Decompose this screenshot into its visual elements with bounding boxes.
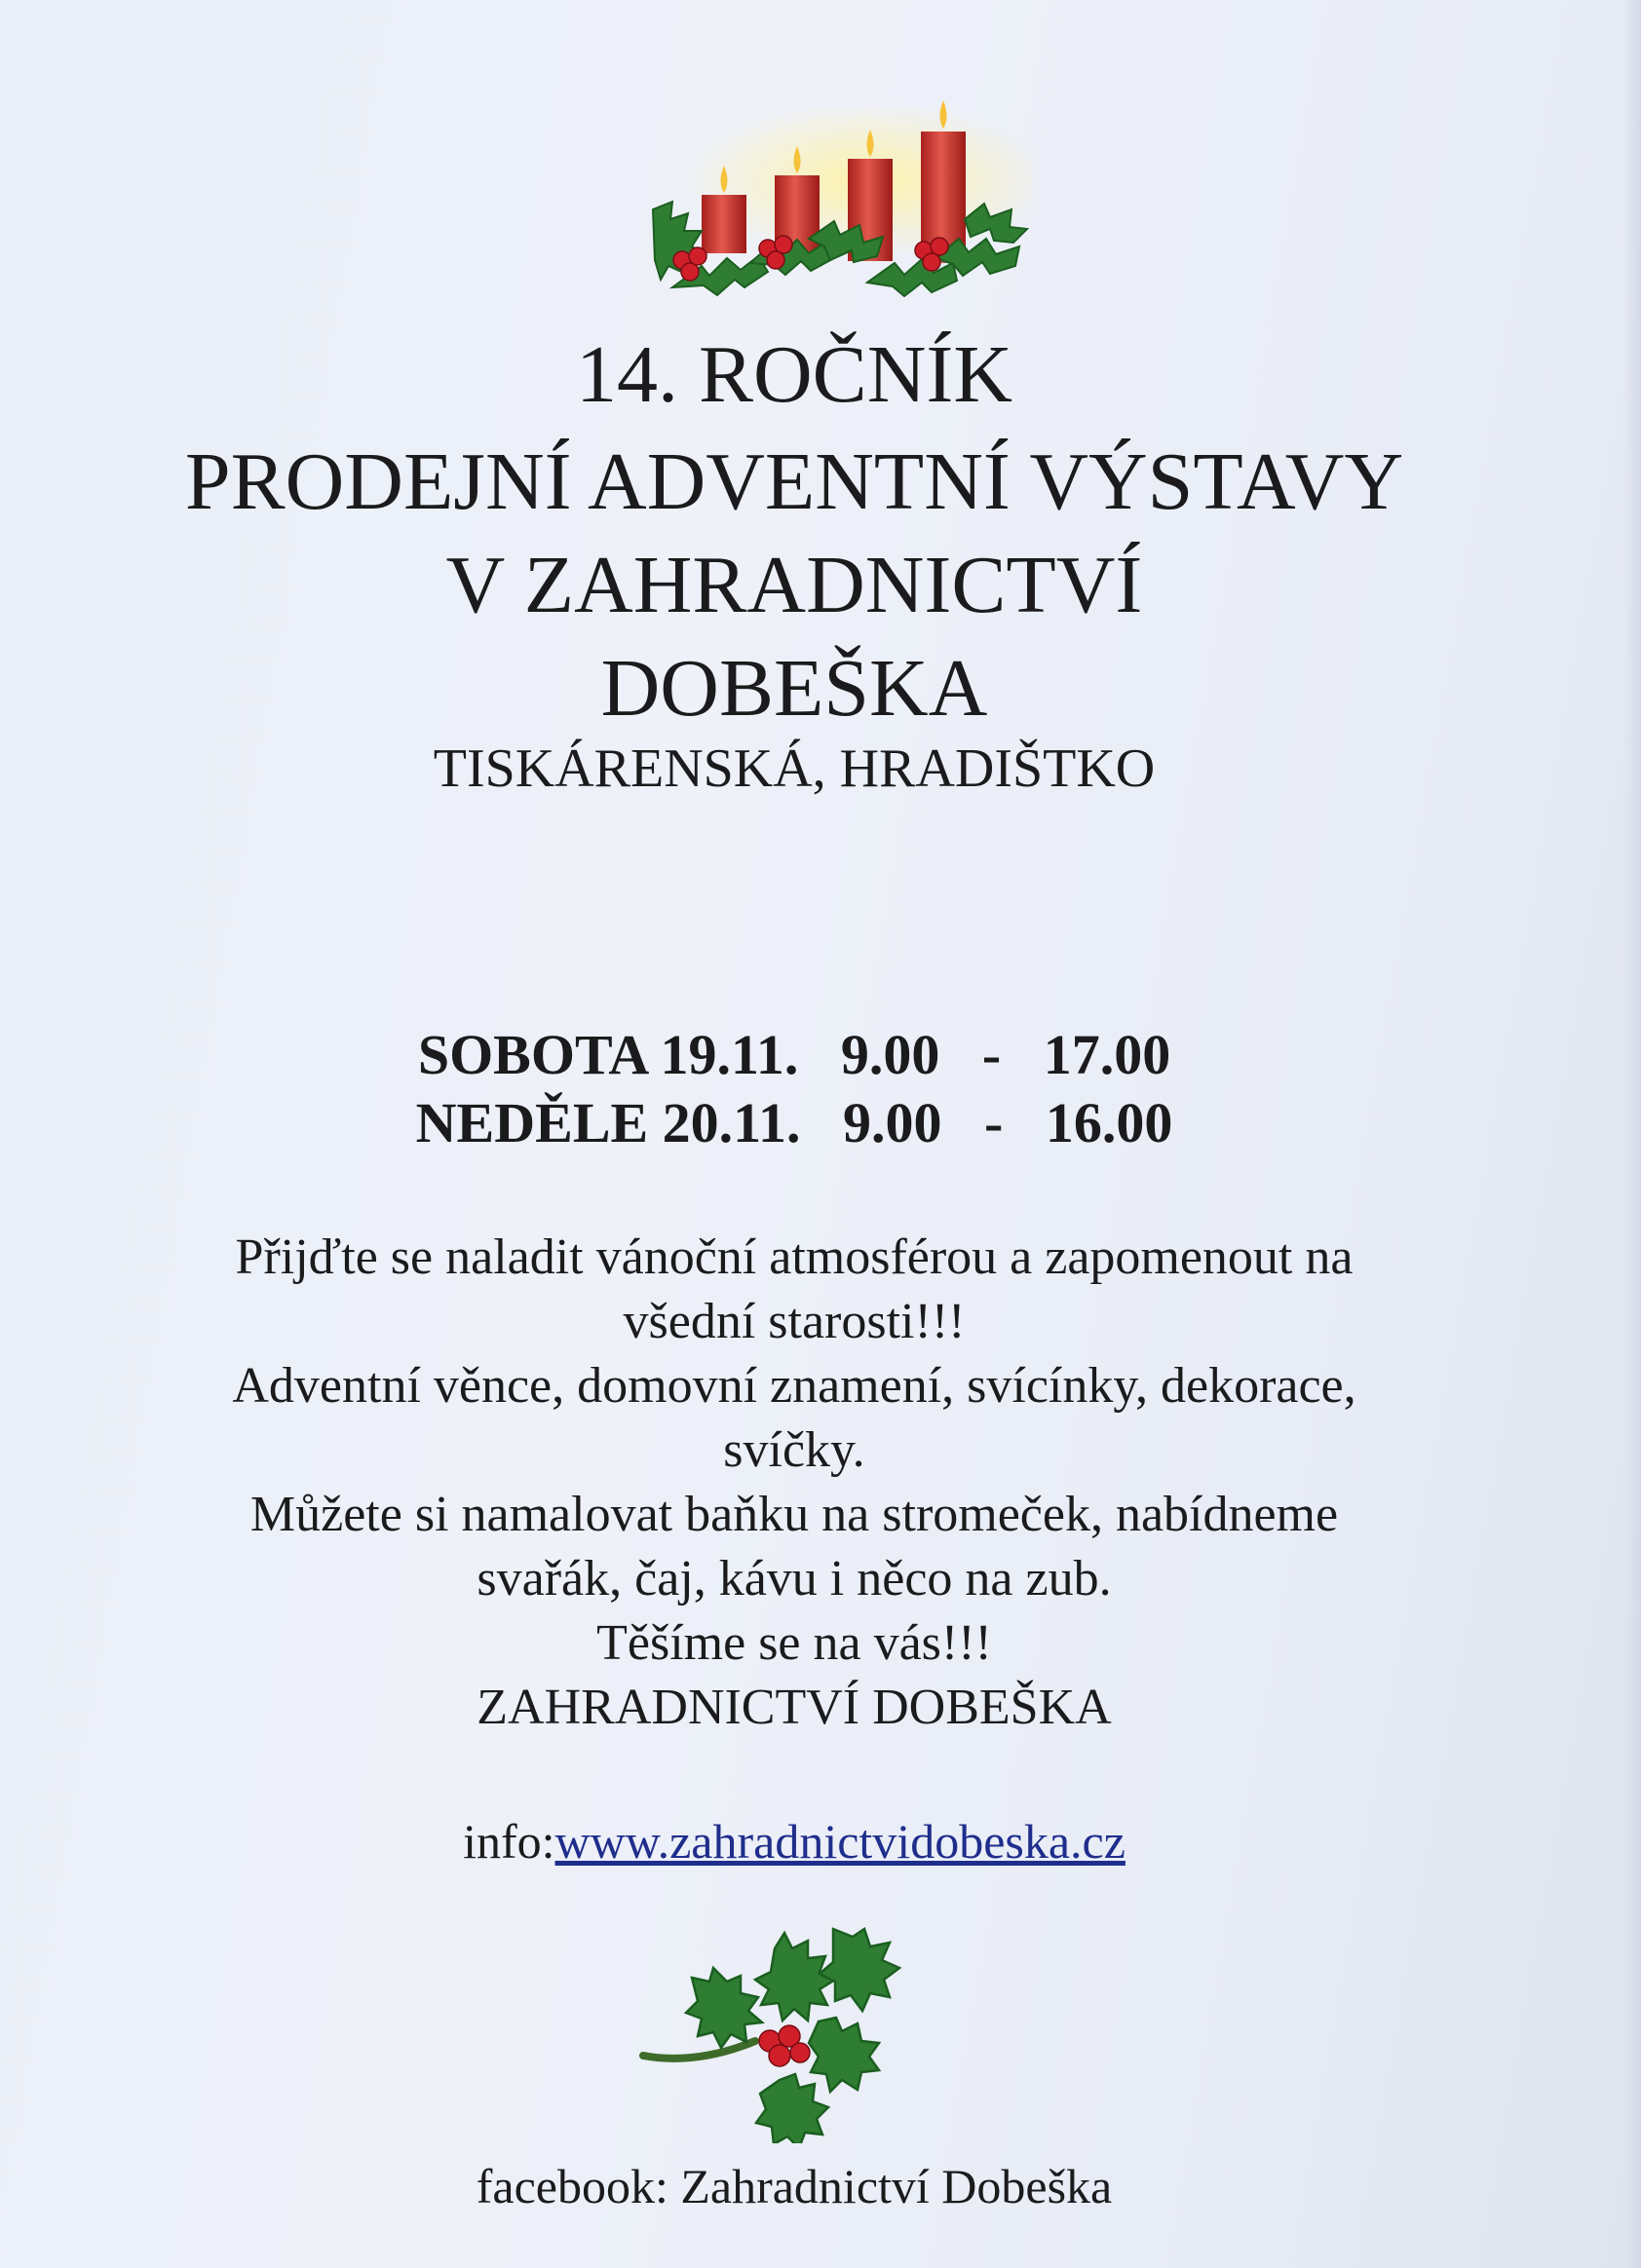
heading-line-3: V ZAHRADNICTVÍ [445,540,1143,630]
facebook-line: facebook: Zahradnictví Dobeška [476,2159,1113,2213]
schedule-start: 9.00 [843,1091,942,1154]
schedule-end: 16.00 [1045,1091,1173,1154]
schedule-dash: - [981,1023,1002,1086]
holly-leaf [820,1929,899,2011]
holly-berry [769,2045,790,2066]
paper-edge-shadow [1623,0,1641,2268]
schedule-row-saturday [0,1021,1588,1089]
holly-leaf [756,2074,828,2143]
website-link[interactable]: www.zahradnictvidobeska.cz [554,1814,1126,1869]
invitation-line: Adventní věnce, domovní znamení, svícínky, dekorace, [232,1358,1356,1414]
schedule-day: NEDĚLE 20.11. [415,1091,801,1154]
invitation-line: ZAHRADNICTVÍ DOBEŠKA [477,1680,1112,1735]
invitation-line: svíčky. [723,1422,865,1478]
info-line [0,1812,1588,1871]
schedule-end: 17.00 [1043,1023,1171,1086]
heading-line-2: PRODEJNÍ ADVENTNÍ VÝSTAVY [184,436,1404,527]
holly-sprig-icon [638,1919,931,2143]
heading-line-4: DOBEŠKA [600,643,988,734]
invitation-line: svařák, čaj, kávu i něco na zub. [477,1551,1112,1606]
schedule-day: SOBOTA 19.11. [417,1023,799,1086]
holly-berry [790,2043,810,2062]
holly-leaf [809,2018,879,2092]
invitation-line: všední starosti!!! [623,1294,966,1349]
heading-line-1: 14. ROČNÍK [575,329,1012,420]
invitation-line: Můžete si namalovat baňku na stromeček, nabídneme [249,1487,1339,1542]
schedule-start: 9.00 [840,1023,940,1086]
holly-leaf [686,1968,762,2048]
schedule-dash: - [984,1091,1004,1154]
invitation-text [0,1226,1588,1740]
invitation-line: Těšíme se na vás!!! [596,1615,992,1671]
advent-wreath-icon [643,93,1033,317]
invitation-line: Přijďte se naladit vánoční atmosférou a zapomenout na [235,1229,1354,1285]
address: TISKÁRENSKÁ, HRADIŠTKO [433,738,1156,799]
schedule-row-sunday [0,1089,1588,1157]
info-label: info: [463,1814,555,1869]
